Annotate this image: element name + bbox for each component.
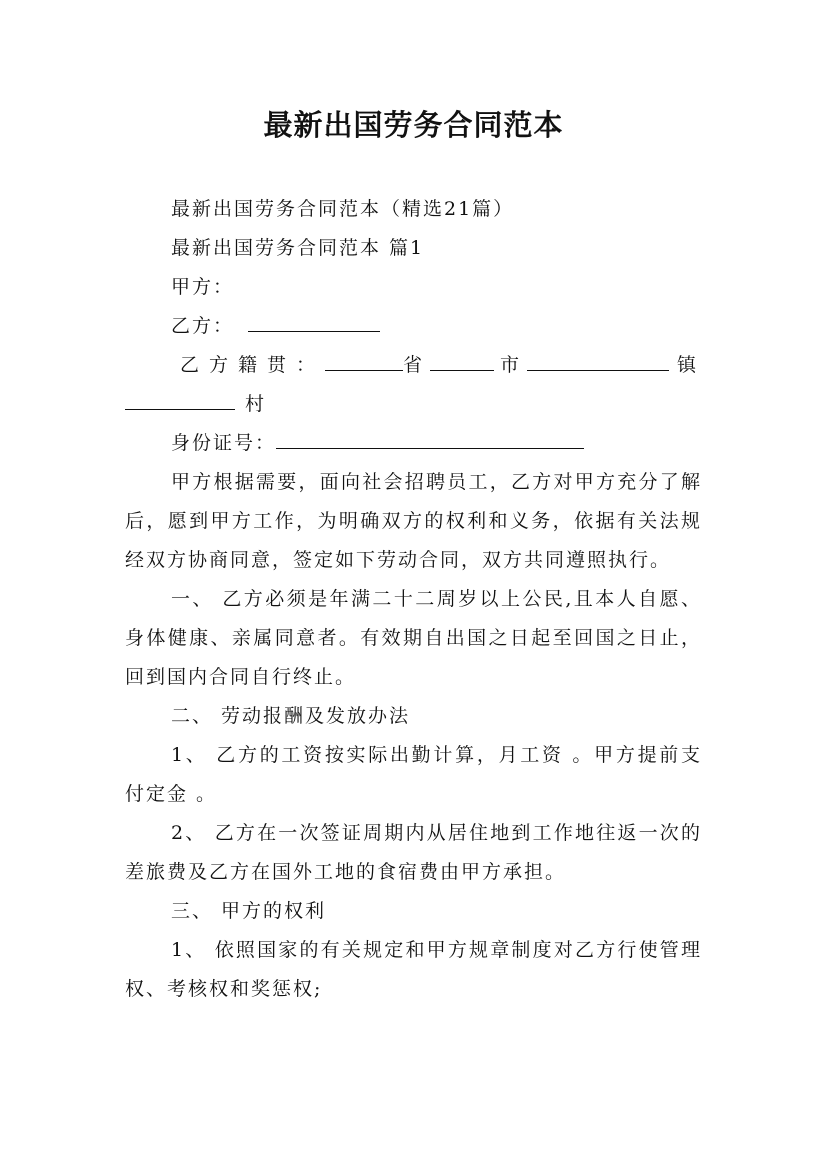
province-blank (325, 348, 403, 371)
village-blank (125, 387, 235, 410)
clause-1-paragraph: 一、 乙方必须是年满二十二周岁以上公民,且本人自愿、身体健康、亲属同意者。有效期自出国之日起至回国之日止，回到国内合同自行终止。 (125, 588, 702, 688)
party-b-line (125, 307, 702, 346)
document-title: 最新出国劳务合同范本 (263, 108, 564, 142)
party-a-label: 甲方： (171, 276, 235, 298)
id-line (125, 424, 702, 463)
section-2-heading: 二、 劳动报酬及发放办法 (171, 705, 411, 727)
party-b-label: 乙方： (171, 315, 235, 337)
town-blank (527, 348, 669, 371)
party-b-blank (248, 309, 380, 332)
party-a-line (125, 268, 702, 307)
section-heading: 最新出国劳务合同范本 篇1 (171, 237, 425, 259)
town-label: 镇 (677, 354, 699, 376)
province-label: 省 (403, 354, 425, 376)
city-blank (430, 348, 494, 371)
subtitle: 最新出国劳务合同范本（精选21篇） (171, 198, 515, 220)
section-3-heading: 三、 甲方的权利 (171, 900, 327, 922)
item-3-1-paragraph: 1、 依照国家的有关规定和甲方规章制度对乙方行使管理权、考核权和奖惩权; (125, 939, 702, 1000)
id-blank (276, 426, 584, 449)
intro-paragraph: 甲方根据需要，面向社会招聘员工，乙方对甲方充分了解后，愿到甲方工作，为明确双方的权利和义务，依据有关法规经双方协商同意，签定如下劳动合同，双方共同遵照执行。 (125, 471, 702, 571)
hometown-line-2 (125, 385, 702, 424)
id-label: 身份证号： (171, 432, 277, 454)
hometown-line (125, 346, 702, 385)
city-label: 市 (500, 354, 522, 376)
document-body (125, 190, 702, 1009)
village-label: 村 (245, 393, 267, 415)
hometown-label: 乙方籍贯： (180, 354, 326, 376)
item-2-2-paragraph: 2、 乙方在一次签证周期内从居住地到工作地往返一次的差旅费及乙方在国外工地的食宿费由甲方承担。 (125, 822, 702, 883)
item-2-1-paragraph: 1、 乙方的工资按实际出勤计算，月工资 。甲方提前支付定金 。 (125, 744, 702, 805)
